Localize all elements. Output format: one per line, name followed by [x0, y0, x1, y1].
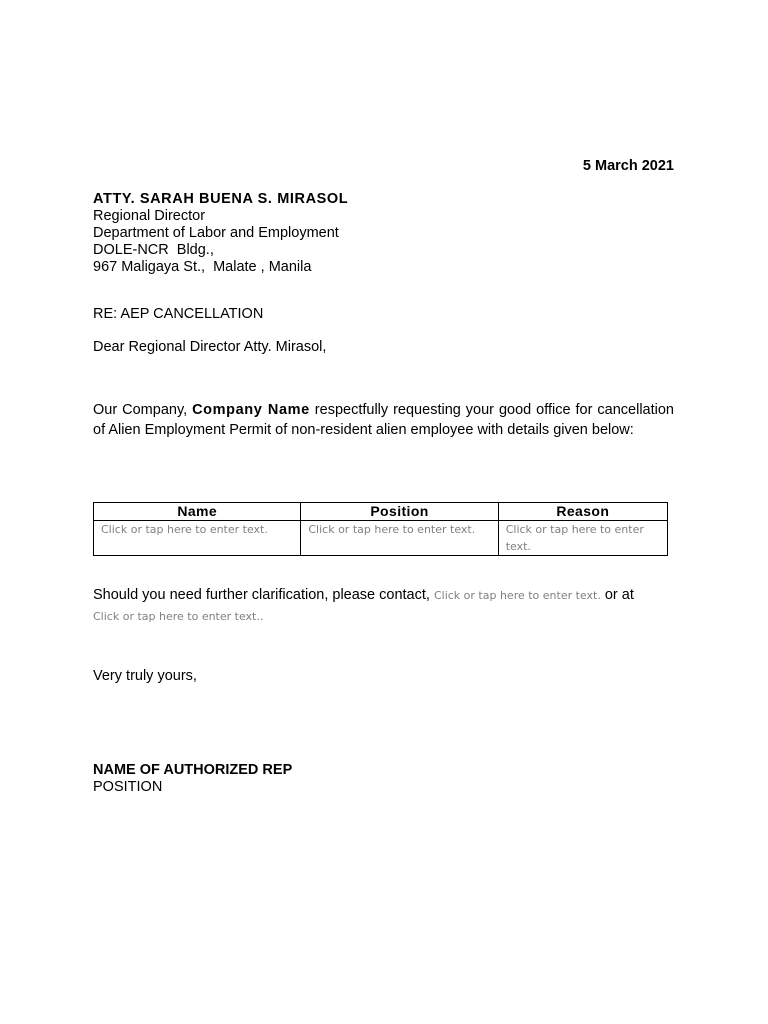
table-header-row	[94, 503, 668, 521]
position-input-field[interactable]: Click or tap here to enter text.	[301, 521, 498, 556]
reason-input-field[interactable]: Click or tap here to enter text.	[498, 521, 667, 556]
addressee-title: Regional Director	[93, 208, 206, 224]
signatory-position: POSITION	[93, 779, 163, 795]
contact-middle: or at	[600, 587, 634, 603]
header-name: Name	[94, 503, 301, 521]
addressee-block	[93, 191, 493, 276]
addressee-name: ATTY. SARAH BUENA S. MIRASOL	[93, 191, 349, 207]
table-row	[94, 521, 668, 556]
header-position: Position	[301, 503, 498, 521]
re-line: RE: AEP CANCELLATION	[93, 306, 264, 322]
header-reason: Reason	[498, 503, 667, 521]
addressee-building: DOLE-NCR Bldg.,	[93, 242, 214, 258]
closing-line: Very truly yours,	[93, 668, 197, 684]
signatory-block	[93, 762, 292, 796]
addressee-department: Department of Labor and Employment	[93, 225, 339, 241]
body-prefix: Our Company,	[93, 402, 193, 418]
signatory-name: NAME OF AUTHORIZED REP	[93, 762, 293, 778]
contact-detail-field[interactable]: Click or tap here to enter text.	[93, 610, 260, 623]
name-input-field[interactable]: Click or tap here to enter text.	[94, 521, 301, 556]
employee-details-table	[93, 502, 668, 556]
body-suffix: respectfully requesting your good office for cancellation of Alien Employment Permit of non-resident alien employee with details given below:	[93, 402, 674, 438]
contact-prefix: Should you need further clarification, please contact,	[93, 587, 434, 603]
addressee-street: 967 Maligaya St., Malate , Manila	[93, 259, 312, 275]
contact-paragraph	[93, 585, 683, 627]
contact-person-field[interactable]: Click or tap here to enter text.	[433, 589, 601, 602]
salutation: Dear Regional Director Atty. Mirasol,	[93, 339, 327, 355]
body-paragraph	[93, 401, 674, 440]
contact-suffix: .	[259, 610, 264, 623]
company-name-field[interactable]: Company Name	[192, 402, 310, 418]
letter-date: 5 March 2021	[582, 158, 674, 174]
